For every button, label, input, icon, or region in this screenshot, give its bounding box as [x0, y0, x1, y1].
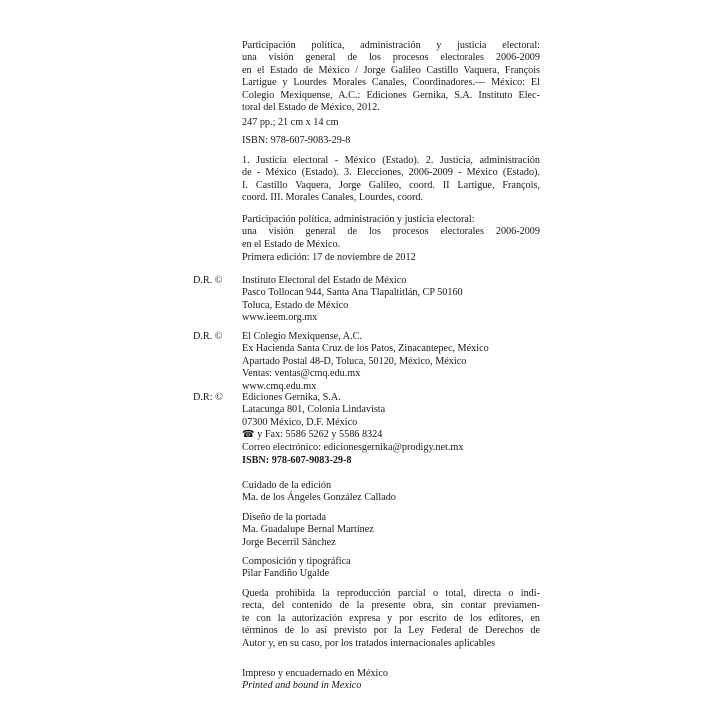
cataloging-line-2: una visión general de los procesos electorales 2006-2009	[242, 52, 540, 64]
legal-notice-line-4: términos de lo así previsto por la Ley Federal de Derechos de	[242, 625, 540, 637]
credit-typesetting-name-1: Pilar Fandiño Ugalde	[242, 568, 330, 580]
isbn-bold-text: ISBN: 978-607-9083-29-8	[242, 455, 352, 466]
copyright-label-3: D.R: ©	[193, 392, 223, 403]
copyright-entry-gernika	[242, 392, 540, 454]
isbn-plain	[242, 135, 540, 147]
copyright-1-line-1: Instituto Electoral del Estado de México	[242, 275, 407, 286]
title-line-2: una visión general de los procesos electorales 2006-2009	[242, 226, 540, 238]
copyright-2-line-3: Apartado Postal 48-D, Toluca, 50120, México, México	[242, 355, 467, 367]
cataloging-line-6: toral del Estado de México, 2012.	[242, 102, 380, 114]
copyright-label-2: D.R. ©	[193, 331, 223, 342]
subject-heading-line-3: I. Castillo Vaquera, Jorge Galileo, coord. II Lartigue, François,	[242, 179, 540, 191]
copyright-2-website: www.cmq.edu.mx	[242, 380, 317, 392]
cataloging-line-5: Colegio Mexiquense, A.C.: Ediciones Gernika, S.A. Instituto Elec-	[242, 89, 540, 101]
copyright-entry-ieem	[242, 275, 540, 325]
subject-heading-line-4: coord. III. Morales Canales, Lourdes, coord.	[242, 192, 424, 204]
cataloging-line-1: Participación política, administración y justicia electoral:	[242, 40, 540, 51]
cataloging-block	[242, 40, 540, 114]
colophon-spanish: Impreso y encuadernado en México	[242, 668, 388, 679]
copyright-1-line-3: Toluca, Estado de México	[242, 299, 349, 311]
title-block	[242, 214, 540, 251]
credit-cover-name-2: Jorge Becerril Sánchez	[242, 536, 336, 548]
subject-heading-line-2: de - México (Estado). 3. Elecciones, 2006-2009 - México (Estado).	[242, 167, 540, 179]
credit-typesetting-role: Composición y tipográfica	[242, 556, 351, 567]
title-line-3: en el Estado de México.	[242, 238, 341, 250]
copyright-2-line-1: El Colegio Mexiquense, A.C.	[242, 331, 362, 342]
isbn-plain-text: ISBN: 978-607-9083-29-8	[242, 135, 351, 146]
copyright-1-line-2: Pasco Tollocan 944, Santa Ana Tlapaltitlán, CP 50160	[242, 287, 463, 299]
cataloging-line-3: en el Estado de México / Jorge Galileo Castillo Vaquera, François	[242, 64, 540, 76]
colophon	[242, 668, 540, 693]
copyright-label-1: D.R. ©	[193, 275, 223, 286]
edition-statement	[242, 252, 540, 264]
copyright-1-website: www.ieem.org.mx	[242, 312, 318, 324]
credit-edition-name-1: Ma. de los Ángeles González Callado	[242, 492, 396, 504]
copyright-entry-colegio	[242, 331, 540, 393]
copyright-3-line-2: Latacunga 801, Colonia Lindavista	[242, 404, 386, 416]
physical-description-text: 247 pp.; 21 cm x 14 cm	[242, 117, 339, 128]
cataloging-line-4: Lartigue y Lourdes Morales Canales, Coordinadores.— México: El	[242, 77, 540, 89]
legal-notice-line-1: Queda prohibida la reproducción parcial o total, directa o indi-	[242, 588, 540, 599]
copyright-3-line-1: Ediciones Gernika, S.A.	[242, 392, 341, 403]
credit-cover-design	[242, 512, 540, 549]
credit-edition	[242, 480, 540, 505]
legal-notice-line-2: recta, del contenido de la presente obra, sin contar previamen-	[242, 600, 540, 612]
isbn-bold	[242, 455, 540, 467]
subject-headings-block	[242, 155, 540, 205]
credit-cover-role: Diseño de la portada	[242, 512, 327, 523]
physical-description	[242, 117, 540, 129]
title-line-1: Participación política, administración y justicia electoral:	[242, 214, 475, 225]
credit-cover-name-1: Ma. Guadalupe Bernal Martínez	[242, 524, 374, 536]
copyright-2-line-2: Ex Hacienda Santa Cruz de los Patos, Zinacantepec, México	[242, 343, 489, 355]
edition-text: Primera edición: 17 de noviembre de 2012	[242, 252, 416, 263]
credit-edition-role: Cuidado de la edición	[242, 480, 332, 491]
credit-typesetting	[242, 556, 540, 581]
subject-heading-line-1: 1. Justicia electoral - México (Estado). 2. Justicia, administración	[242, 155, 540, 166]
copyright-3-email: Correo electrónico: edicionesgernika@prodigy.net.mx	[242, 441, 464, 453]
legal-notice-line-3: te con la autorización expresa y por escrito de los editores, en	[242, 612, 540, 624]
copyright-2-sales-email: Ventas: ventas@cmq.edu.mx	[242, 368, 361, 380]
legal-notice-line-5: Autor y, en su caso, por los tratados internacionales aplicables	[242, 637, 496, 649]
colophon-english: Printed and bound in Mexico	[242, 680, 362, 692]
legal-notice	[242, 588, 540, 650]
copyright-3-line-3: 07300 México, D.F. México	[242, 416, 358, 428]
copyright-3-phone-fax: ☎ y Fax: 5586 5262 y 5586 8324	[242, 429, 383, 441]
